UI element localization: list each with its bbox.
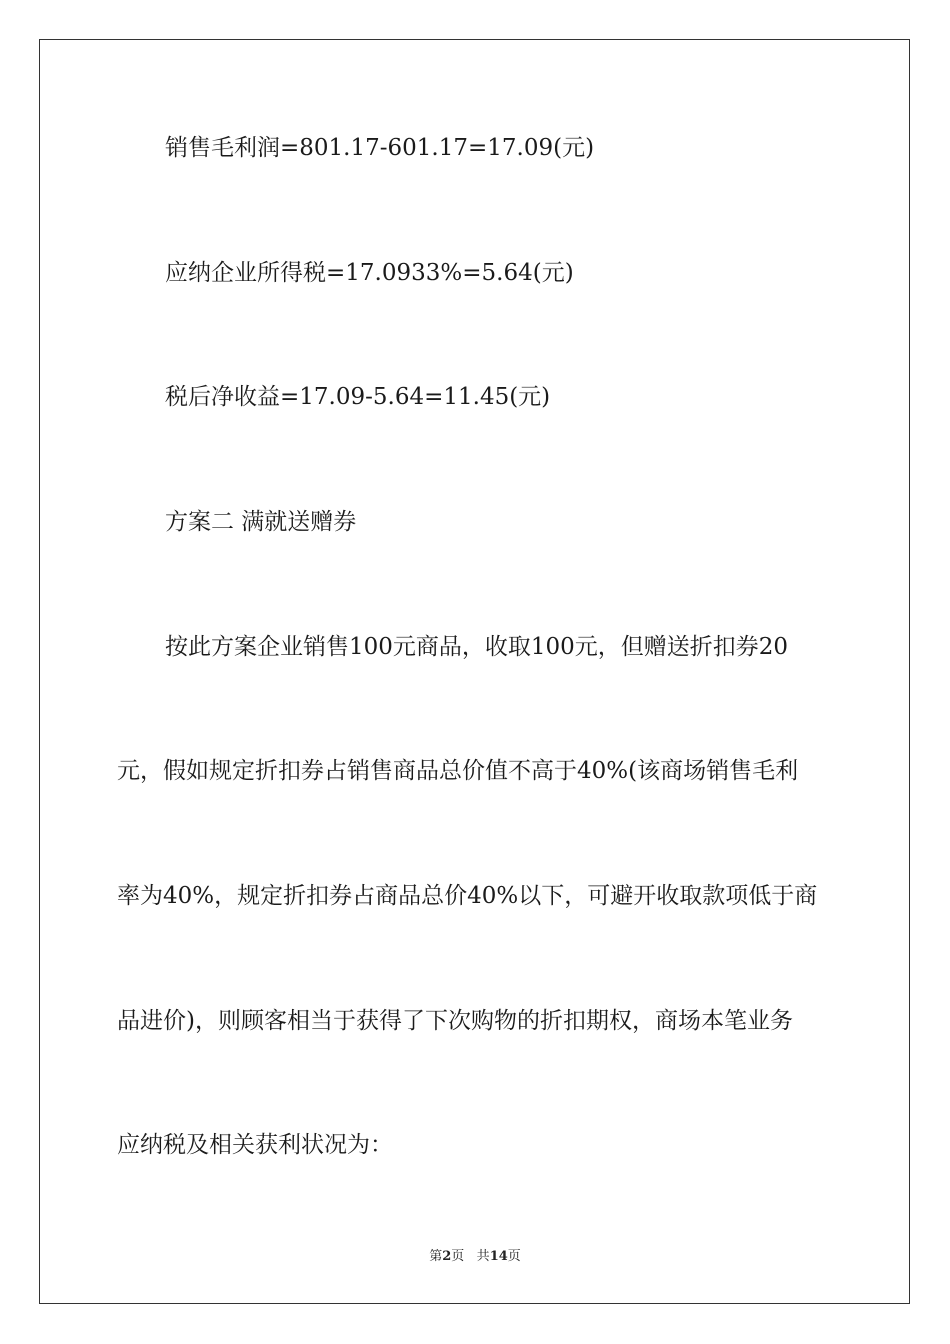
text-line-paragraph-1: 按此方案企业销售100元商品，收取100元，但赠送折扣券20 bbox=[165, 634, 789, 660]
text-line-paragraph-4: 品进价)，则顾客相当于获得了下次购物的折扣期权，商场本笔业务 bbox=[117, 1008, 793, 1034]
footer-page-word: 页 bbox=[451, 1249, 465, 1264]
footer-total-prefix: 共 bbox=[476, 1249, 490, 1264]
page-border bbox=[39, 39, 910, 1304]
text-line-income-tax: 应纳企业所得税=17.0933%=5.64(元) bbox=[165, 260, 574, 286]
text-line-net-income: 税后净收益=17.09-5.64=11.45(元) bbox=[165, 384, 551, 410]
total-page-count: 14 bbox=[489, 1249, 508, 1264]
footer-prefix: 第 bbox=[429, 1249, 443, 1264]
page-footer bbox=[0, 1245, 950, 1264]
text-line-paragraph-2: 元，假如规定折扣券占销售商品总价值不高于40%(该商场销售毛利 bbox=[117, 758, 799, 784]
text-line-paragraph-5: 应纳税及相关获利状况为： bbox=[117, 1132, 393, 1158]
text-line-paragraph-3: 率为40%，规定折扣券占商品总价40%以下，可避开收取款项低于商 bbox=[117, 883, 818, 909]
current-page-number: 2 bbox=[442, 1249, 452, 1264]
text-line-gross-profit: 销售毛利润=801.17-601.17=17.09(元) bbox=[165, 135, 595, 161]
text-line-plan-two-heading: 方案二 满就送赠券 bbox=[165, 509, 357, 535]
footer-total-suffix: 页 bbox=[507, 1249, 521, 1264]
